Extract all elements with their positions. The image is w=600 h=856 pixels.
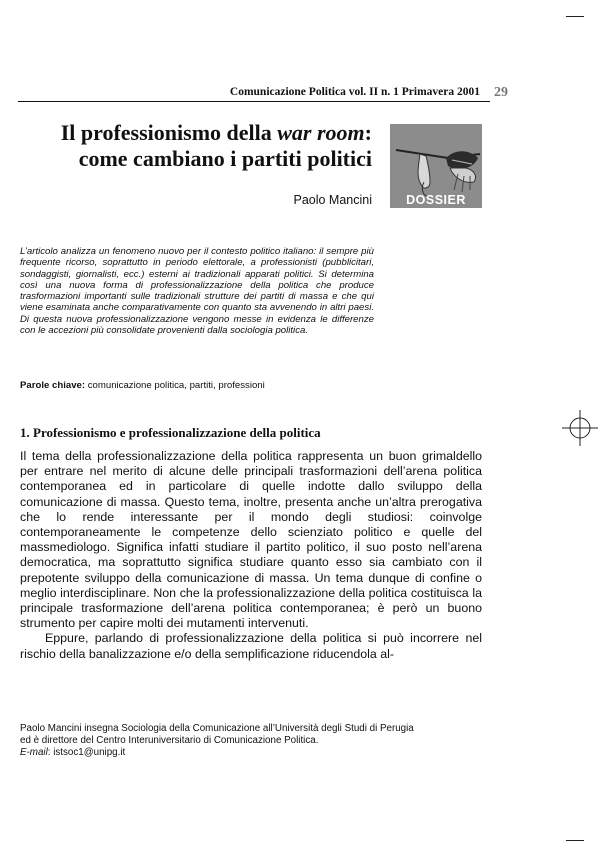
email-label: E-mail bbox=[20, 747, 48, 758]
paragraph-2: Eppure, parlando di professionalizzazione della politica si può incorrere nel rischio della banalizzazione e/o della semplificazione riducendola al- bbox=[20, 631, 482, 661]
title-part-1: Il professionismo della bbox=[60, 120, 278, 145]
article-author: Paolo Mancini bbox=[293, 193, 372, 207]
email-separator: : bbox=[47, 747, 54, 758]
running-head: Comunicazione Politica vol. II n. 1 Primavera 2001 bbox=[229, 86, 480, 98]
footnote-line-2: ed è direttore del Centro Interuniversitario di Comunicazione Politica. bbox=[20, 735, 319, 746]
dossier-image bbox=[390, 124, 482, 208]
body-text bbox=[20, 449, 482, 662]
footnote-email-line bbox=[20, 747, 490, 759]
article-title bbox=[20, 120, 372, 172]
registration-mark bbox=[562, 410, 598, 446]
dossier-label: DOSSIER bbox=[406, 193, 466, 207]
section-heading: 1. Professionismo e professionalizzazione della politica bbox=[20, 425, 321, 440]
title-part-2: war room bbox=[277, 120, 365, 145]
keywords-label: Parole chiave: bbox=[20, 380, 86, 391]
crop-mark-bottom-right bbox=[566, 840, 584, 841]
email-address[interactable]: istsoc1@unipg.it bbox=[53, 747, 126, 758]
page-number: 29 bbox=[494, 85, 508, 100]
keywords bbox=[20, 380, 420, 391]
header-rule bbox=[18, 101, 490, 102]
abstract: L’articolo analizza un fenomeno nuovo per il contesto politico italiano: il sempre più frequente ricorso, soprattutto in periodo elettorale, a professionisti (pubblicitari, sondaggisti, giornalisti, ecc.) esterni ai tradizionali apparati politici. Si determina così una nuova forma di professionalizzazione della politica che produce trasformazioni importanti sulle tradizionali strutture dei partiti di massa e che qui viene esaminata anche comparativamente con quanto sta avvenendo in altri paesi. Di questa nuova professionalizzazione vengono messe in evidenza le differenze con le accezioni più consolidate provenienti dalla sociologia politica. bbox=[20, 246, 374, 337]
footnote-line-1: Paolo Mancini insegna Sociologia della Comunicazione all’Università degli Studi di Perugia bbox=[20, 723, 414, 734]
keywords-text: comunicazione politica, partiti, professioni bbox=[85, 380, 265, 391]
crop-mark-top-right bbox=[566, 16, 584, 17]
paragraph-1: Il tema della professionalizzazione della politica rappresenta un buon grimaldello per entrare nel merito di alcune delle principali trasformazioni dell’arena politica contemporanea ed in particolare di quelle indotte dallo sviluppo della comunicazione di massa. Questo tema, inoltre, presenta anche un’altra prerogativa che lo rende interessante per il mondo degli studiosi: coinvolge contemporaneamente le competenze dello scienziato politico e quelle del massmediologo. Significa infatti studiare il partito politico, il suo posto nell’arena democratica, ma soprattutto significa studiare quanto esso sia cambiato con il prepotente sviluppo della comunicazione di massa. Un tema dunque di confine o meglio interdisciplinare. Non che la professionalizzazione della politica costituisca la principale trasformazione dell’arena politica contemporanea; è però un buono strumento per capire molti dei mutamenti intervenuti. bbox=[20, 449, 482, 631]
title-part-3: : bbox=[364, 120, 372, 145]
title-line-2: come cambiano i partiti politici bbox=[78, 146, 372, 171]
author-footnote bbox=[20, 723, 490, 759]
